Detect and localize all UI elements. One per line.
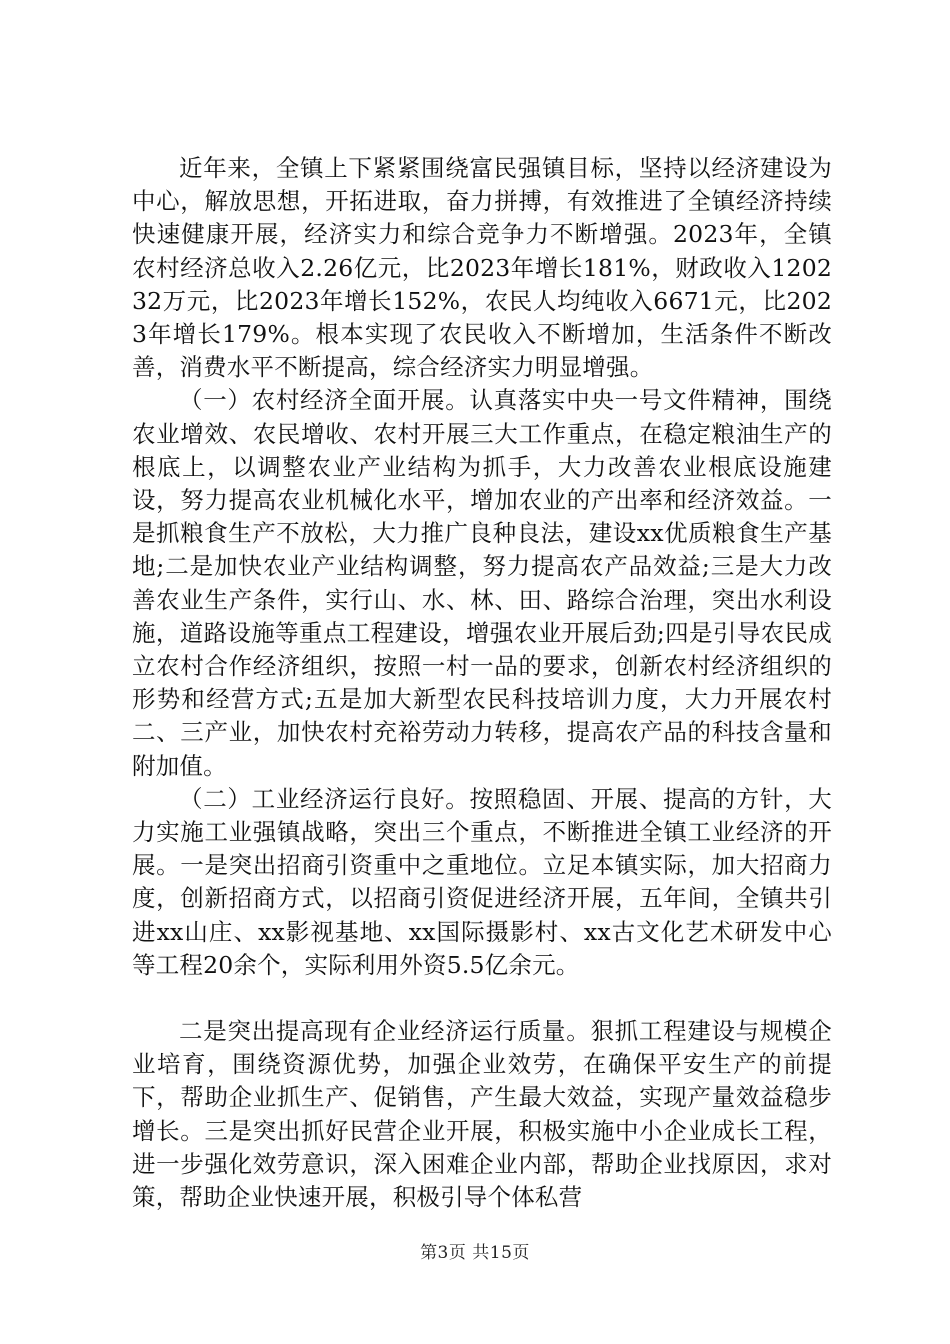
paragraph-enterprise-quality: 二是突出提高现有企业经济运行质量。狠抓工程建设与规模企业培育，围绕资源优势，加强企业效劳，在确保平安生产的前提下，帮助企业抓生产、促销售，产生最大效益，实现产量效益稳步增长。三是突出抓好民营企业开展，积极实施中小企业成长工程，进一步强化效劳意识，深入困难企业内部，帮助企业找原因，求对策，帮助企业快速开展，积极引导个体私营 [132, 1017, 832, 1212]
paragraph-gap [132, 982, 832, 1015]
page-footer: 第3页 共15页 [420, 1243, 530, 1263]
paragraph-rural-economy: （一）农村经济全面开展。认真落实中央一号文件精神，围绕农业增效、农民增收、农村开展三大工作重点，在稳定粮油生产的根底上，以调整农业产业结构为抓手，大力改善农业根底设施建设，努力提高农业机械化水平，增加农业的产出率和经济效益。一是抓粮食生产不放松，大力推广良种良法，建设xx优质粮食生产基地;二是加快农业产业结构调整，努力提高农产品效益;三是大力改善农业生产条件，实行山、水、林、田、路综合治理，突出水利设施，道路设施等重点工程建设，增强农业开展后劲;四是引导农民成立农村合作经济组织，按照一村一品的要求，创新农村经济组织的形势和经营方式;五是加大新型农民科技培训力度，大力开展农村二、三产业，加快农村充裕劳动力转移，提高农产品的科技含量和附加值。 [132, 386, 832, 780]
document-body [132, 152, 832, 1214]
paragraph-overview: 近年来，全镇上下紧紧围绕富民强镇目标，坚持以经济建设为中心，解放思想，开拓进取，奋力拼搏，有效推进了全镇经济持续快速健康开展，经济实力和综合竞争力不断增强。2023年，全镇农村经济总收入2.26亿元，比2023年增长181%，财政收入120232万元，比2023年增长152%，农民人均纯收入6671元，比2023年增长179%。根本实现了农民收入不断增加，生活条件不断改善，消费水平不断提高，综合经济实力明显增强。 [132, 154, 832, 382]
paragraph-industrial-economy: （二）工业经济运行良好。按照稳固、开展、提高的方针，大力实施工业强镇战略，突出三个重点，不断推进全镇工业经济的开展。一是突出招商引资重中之重地位。立足本镇实际，加大招商力度，创新招商方式，以招商引资促进经济开展，五年间，全镇共引进xx山庄、xx影视基地、xx国际摄影村、xx古文化艺术研发中心等工程20余个，实际利用外资5.5亿余元。 [132, 784, 832, 979]
